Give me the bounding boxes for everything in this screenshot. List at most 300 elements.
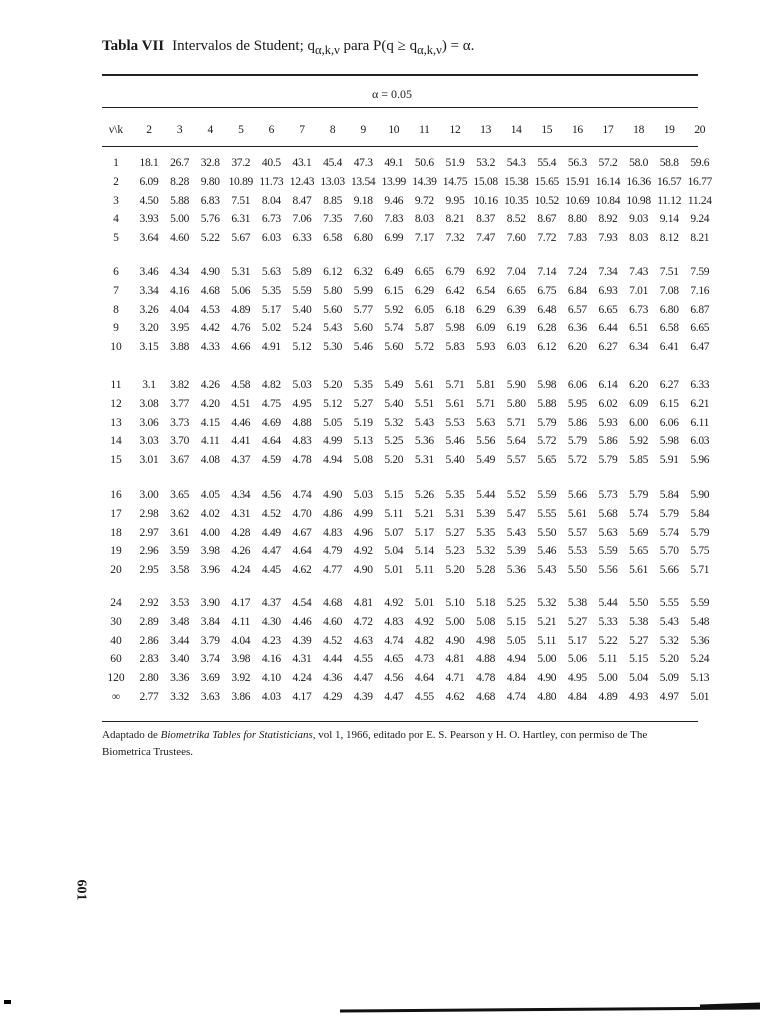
table-cell: 5.71 — [476, 397, 496, 410]
row-header-nu: 7 — [113, 284, 119, 297]
table-cell: 4.74 — [384, 634, 404, 647]
table-cell: 3.69 — [200, 672, 220, 685]
table-cell: 7.83 — [384, 213, 404, 226]
table-row — [102, 284, 710, 299]
table-cell: 4.03 — [261, 691, 281, 703]
table-cell: 5.84 — [690, 507, 710, 520]
table-cell: 5.22 — [200, 232, 220, 245]
table-cell: 9.95 — [445, 194, 465, 207]
table-cell: 6.73 — [261, 213, 281, 226]
table-cell: 10.69 — [565, 194, 590, 207]
table-cell: 5.43 — [414, 416, 434, 429]
table-row — [102, 526, 710, 541]
table-cell: 5.44 — [476, 489, 496, 501]
table-cell: 5.12 — [292, 341, 312, 354]
table-cell: 4.20 — [200, 397, 220, 410]
table-cell: 5.00 — [537, 653, 557, 666]
table-cell: 7.06 — [292, 213, 312, 226]
table-cell: 3.64 — [139, 232, 159, 245]
table-cell: 5.38 — [567, 597, 587, 609]
table-cell: 5.15 — [629, 653, 649, 666]
table-cell: 6.84 — [567, 284, 587, 297]
table-cell: 4.39 — [353, 691, 373, 703]
table-cell: 4.60 — [323, 615, 343, 628]
table-cell: 4.26 — [231, 545, 251, 558]
table-cell: 6.15 — [659, 397, 679, 410]
table-cell: 5.00 — [170, 213, 190, 226]
table-cell: 3.06 — [139, 416, 159, 429]
table-cell: 7.35 — [323, 213, 343, 226]
table-cell: 7.24 — [567, 266, 587, 278]
table-cell: 5.95 — [567, 397, 587, 410]
source-footnote — [102, 727, 698, 761]
table-cell: 7.32 — [445, 232, 465, 245]
table-cell: 4.62 — [445, 691, 465, 703]
table-cell: 3.20 — [139, 322, 159, 335]
table-cell: 47.3 — [353, 157, 373, 169]
table-cell: 5.24 — [292, 322, 312, 335]
row-header-nu: 1 — [113, 157, 119, 169]
table-cell: 6.47 — [690, 341, 710, 354]
table-cell: 5.81 — [476, 379, 496, 391]
table-cell: 3.03 — [139, 435, 159, 448]
table-cell: 7.72 — [537, 232, 557, 245]
table-cell: 4.94 — [506, 653, 526, 666]
table-cell: 50.6 — [414, 157, 434, 169]
table-cell: 5.20 — [384, 454, 404, 467]
table-cell: 5.20 — [659, 653, 679, 666]
table-cell: 4.62 — [292, 564, 312, 577]
table-cell: 5.79 — [690, 526, 710, 539]
table-cell: 8.03 — [629, 232, 649, 245]
table-cell: 3.46 — [139, 266, 159, 278]
table-cell: 3.95 — [170, 322, 190, 335]
table-cell: 5.79 — [659, 507, 679, 520]
table-cell: 4.55 — [414, 691, 434, 703]
table-cell: 4.98 — [476, 634, 496, 647]
table-cell: 4.73 — [414, 653, 434, 666]
table-cell: 5.49 — [384, 379, 404, 391]
table-cell: 6.36 — [567, 322, 587, 335]
table-cell: 5.93 — [598, 416, 618, 429]
table-cell: 5.05 — [506, 634, 526, 647]
table-cell: 4.89 — [231, 303, 251, 316]
table-cell: 6.27 — [598, 341, 618, 354]
table-cell: 5.00 — [598, 672, 618, 685]
table-cell: 9.72 — [414, 194, 434, 207]
column-header: 17 — [602, 124, 614, 136]
table-cell: 8.12 — [659, 232, 679, 245]
column-header: 2 — [146, 124, 152, 136]
row-header-nu: 11 — [110, 379, 122, 391]
table-cell: 4.82 — [261, 379, 281, 391]
table-cell: 6.33 — [292, 232, 312, 245]
table-cell: 5.55 — [659, 597, 679, 609]
table-cell: 6.51 — [629, 322, 649, 335]
table-cell: 4.76 — [231, 322, 251, 335]
table-cell: 5.46 — [353, 341, 373, 354]
table-cell: 5.40 — [445, 454, 465, 467]
table-cell: 5.88 — [170, 194, 190, 207]
table-cell: 6.05 — [414, 303, 434, 316]
footnote-pre: Adaptado de — [102, 729, 161, 741]
row-header-nu: 4 — [113, 213, 119, 226]
table-cell: 5.86 — [598, 435, 618, 448]
table-cell: 5.22 — [598, 634, 618, 647]
table-cell: 6.73 — [629, 303, 649, 316]
table-cell: 5.60 — [353, 322, 373, 335]
table-cell: 5.72 — [537, 435, 557, 448]
table-cell: 4.33 — [200, 341, 220, 354]
table-cell: 5.56 — [476, 435, 496, 448]
table-title — [102, 38, 474, 58]
table-cell: 13.54 — [350, 175, 376, 188]
table-cell: 4.46 — [231, 416, 251, 429]
footnote-book-title: Biometrika Tables for Statisticians — [160, 729, 313, 741]
table-cell: 6.57 — [567, 303, 587, 316]
table-cell: 5.79 — [537, 416, 557, 429]
table-cell: 4.16 — [170, 284, 190, 297]
table-cell: 16.36 — [626, 175, 651, 188]
table-cell: 4.08 — [200, 454, 220, 467]
table-cell: 5.12 — [323, 397, 343, 410]
table-row — [102, 175, 712, 190]
table-cell: 4.64 — [261, 435, 281, 448]
table-cell: 7.01 — [629, 284, 649, 297]
alpha-rule — [102, 107, 698, 108]
table-cell: 4.74 — [292, 489, 312, 501]
table-cell: 32.8 — [200, 157, 220, 169]
table-cell: 5.59 — [537, 489, 557, 501]
table-cell: 4.47 — [261, 545, 281, 558]
table-cell: 3.98 — [200, 545, 220, 558]
table-cell: 2.86 — [139, 634, 159, 647]
table-cell: 8.67 — [537, 213, 557, 226]
table-cell: 3.96 — [200, 564, 220, 577]
table-cell: 4.92 — [353, 545, 373, 558]
table-cell: 6.20 — [629, 379, 649, 391]
table-cell: 4.37 — [231, 454, 251, 467]
table-cell: 5.39 — [506, 545, 526, 558]
table-cell: 5.32 — [384, 416, 404, 429]
table-cell: 7.51 — [231, 194, 251, 207]
table-cell: 5.47 — [506, 507, 526, 520]
row-header-nu: 13 — [110, 416, 122, 429]
table-cell: 5.86 — [567, 416, 587, 429]
table-cell: 5.21 — [414, 507, 434, 520]
row-header-nu: 5 — [113, 232, 119, 245]
table-cell: 6.28 — [537, 322, 557, 335]
table-cell: 5.87 — [414, 322, 434, 335]
table-cell: 5.55 — [537, 507, 557, 520]
row-header-nu: 40 — [110, 634, 122, 647]
table-cell: 5.03 — [353, 489, 373, 501]
table-cell: 4.86 — [323, 507, 343, 520]
table-cell: 3.00 — [139, 489, 159, 501]
table-cell: 5.28 — [476, 564, 496, 577]
table-cell: 4.46 — [292, 615, 312, 628]
table-cell: 9.24 — [690, 213, 710, 226]
table-cell: 4.90 — [323, 489, 343, 501]
table-cell: 4.89 — [598, 691, 618, 703]
table-cell: 3.1 — [142, 379, 156, 391]
table-cell: 6.65 — [506, 284, 526, 297]
table-row — [102, 597, 710, 611]
table-cell: 4.93 — [629, 691, 649, 703]
column-header-row — [102, 124, 706, 138]
table-cell: 6.54 — [476, 284, 496, 297]
table-cell: 4.24 — [292, 672, 312, 685]
table-cell: 7.51 — [659, 266, 679, 278]
table-cell: 4.65 — [384, 653, 404, 666]
table-cell: 5.93 — [476, 341, 496, 354]
table-cell: 5.13 — [353, 435, 373, 448]
table-cell: 5.59 — [690, 597, 710, 609]
table-cell: 5.46 — [445, 435, 465, 448]
table-cell: 5.03 — [292, 379, 312, 391]
table-cell: 5.31 — [231, 266, 251, 278]
table-cell: 6.58 — [323, 232, 343, 245]
table-cell: 5.21 — [537, 615, 557, 628]
table-cell: 5.32 — [537, 597, 557, 609]
table-cell: 5.67 — [231, 232, 251, 245]
table-row — [102, 691, 710, 705]
table-cell: 9.14 — [659, 213, 679, 226]
table-cell: 3.63 — [200, 691, 220, 703]
table-cell: 5.60 — [323, 303, 343, 316]
table-cell: 4.29 — [323, 691, 343, 703]
table-cell: 5.11 — [415, 564, 434, 577]
table-cell: 4.56 — [384, 672, 404, 685]
table-cell: 5.57 — [567, 526, 587, 539]
column-header: 3 — [176, 124, 183, 136]
table-cell: 9.03 — [629, 213, 649, 226]
table-cell: 6.44 — [598, 322, 618, 335]
row-header-nu: 15 — [110, 454, 122, 467]
table-cell: 2.80 — [139, 672, 159, 685]
column-header: 10 — [388, 124, 400, 136]
table-cell: 4.95 — [567, 672, 587, 685]
table-cell: 9.18 — [353, 194, 373, 207]
table-cell: 5.23 — [445, 545, 465, 558]
table-cell: 8.21 — [445, 213, 465, 226]
table-cell: 5.71 — [690, 564, 710, 577]
table-cell: 5.71 — [506, 416, 526, 429]
table-cell: 5.20 — [323, 379, 343, 391]
table-cell: 4.04 — [231, 634, 251, 647]
table-cell: 5.98 — [659, 435, 679, 448]
table-cell: 4.83 — [323, 526, 343, 539]
table-cell: 6.34 — [629, 341, 649, 354]
table-cell: 5.74 — [629, 507, 649, 520]
table-cell: 5.79 — [629, 489, 649, 501]
table-cell: 7.17 — [414, 232, 434, 245]
table-cell: 5.43 — [659, 615, 679, 628]
table-cell: 4.23 — [261, 634, 281, 647]
table-cell: 5.72 — [414, 341, 434, 354]
row-header-nu: 60 — [110, 653, 122, 666]
table-cell: 3.79 — [200, 634, 220, 647]
table-cell: 9.46 — [384, 194, 404, 207]
table-cell: 13.03 — [320, 175, 345, 188]
table-cell: 4.92 — [384, 597, 404, 609]
table-cell: 6.18 — [445, 303, 465, 316]
table-cell: 4.72 — [353, 615, 373, 628]
table-cell: 6.32 — [353, 266, 373, 278]
table-row — [102, 672, 710, 686]
table-cell: 4.11 — [231, 615, 251, 628]
table-cell: 7.93 — [598, 232, 618, 245]
table-cell: 5.32 — [476, 545, 496, 558]
table-cell: 14.75 — [442, 175, 468, 188]
table-row — [102, 634, 710, 649]
table-cell: 40.5 — [261, 157, 281, 169]
column-header: 12 — [449, 124, 461, 136]
table-cell: 5.27 — [567, 615, 587, 628]
table-cell: 6.03 — [506, 341, 526, 354]
table-cell: 3.65 — [170, 489, 190, 501]
table-cell: 5.35 — [261, 284, 281, 297]
table-row — [102, 489, 710, 503]
row-header-nu: 120 — [107, 672, 125, 685]
scan-edge-artifact — [320, 1000, 760, 1014]
table-cell: 5.63 — [261, 266, 281, 278]
row-header-nu: 2 — [113, 175, 119, 188]
table-cell: 4.45 — [261, 564, 281, 577]
table-cell: 5.33 — [598, 615, 618, 628]
table-cell: 6.15 — [384, 284, 404, 297]
table-cell: 5.36 — [690, 634, 710, 647]
table-cell: 6.87 — [690, 303, 710, 316]
table-cell: 3.93 — [139, 213, 159, 226]
table-cell: 6.93 — [598, 284, 618, 297]
table-cell: 4.90 — [445, 634, 465, 647]
table-cell: 4.94 — [323, 454, 343, 467]
table-cell: 5.65 — [629, 545, 649, 558]
table-cell: 4.26 — [200, 379, 220, 391]
table-cell: 4.75 — [261, 397, 281, 410]
table-cell: 15.91 — [565, 175, 590, 188]
table-cell: 5.56 — [598, 564, 618, 577]
table-cell: 7.47 — [476, 232, 496, 245]
table-cell: 4.81 — [353, 597, 373, 609]
table-cell: 3.73 — [170, 416, 190, 429]
table-cell: 6.29 — [414, 284, 434, 297]
table-cell: 5.74 — [659, 526, 679, 539]
table-cell: 7.60 — [506, 232, 526, 245]
table-cell: 6.12 — [537, 341, 557, 354]
table-cell: 8.21 — [690, 232, 710, 245]
table-cell: 5.90 — [506, 379, 526, 391]
table-cell: 15.38 — [503, 175, 529, 188]
table-cell: 3.98 — [231, 653, 251, 666]
table-cell: 3.67 — [170, 454, 190, 467]
table-cell: 11.24 — [687, 194, 712, 207]
table-cell: 5.06 — [231, 284, 251, 297]
table-cell: 4.82 — [414, 634, 434, 647]
column-header: 11 — [419, 124, 430, 136]
table-row — [102, 507, 710, 522]
table-cell: 7.43 — [629, 266, 649, 278]
table-cell: 15.08 — [473, 175, 498, 188]
table-cell: 5.35 — [476, 526, 496, 539]
table-cell: 4.96 — [353, 526, 373, 539]
table-cell: 16.77 — [687, 175, 712, 188]
table-cell: 45.4 — [323, 157, 343, 169]
table-cell: 5.77 — [353, 303, 373, 316]
table-cell: 5.01 — [384, 564, 404, 577]
table-row — [102, 341, 710, 355]
table-cell: 4.99 — [353, 507, 373, 520]
table-cell: 6.42 — [445, 284, 465, 297]
row-header-nu: 19 — [110, 545, 122, 558]
table-cell: 4.05 — [200, 489, 220, 501]
table-cell: 5.18 — [476, 597, 496, 609]
table-cell: 5.63 — [476, 416, 496, 429]
table-cell: 6.49 — [384, 266, 404, 278]
table-cell: 6.20 — [567, 341, 587, 354]
row-header-nu: 16 — [110, 489, 122, 501]
table-cell: 57.2 — [598, 157, 618, 169]
table-cell: 3.84 — [200, 615, 220, 628]
table-cell: 6.41 — [659, 341, 679, 354]
table-cell: 8.80 — [567, 213, 587, 226]
table-cell: 5.17 — [414, 526, 434, 539]
table-cell: 6.33 — [690, 379, 710, 391]
table-cell: 26.7 — [170, 157, 190, 169]
table-cell: 15.65 — [534, 175, 559, 188]
table-cell: 5.20 — [445, 564, 465, 577]
row-header-nu: 9 — [113, 322, 119, 335]
table-cell: 8.47 — [292, 194, 312, 207]
table-cell: 3.53 — [170, 597, 190, 609]
table-row — [102, 232, 710, 246]
table-cell: 7.14 — [537, 266, 557, 278]
title-subscript-1: α,k,ν — [315, 43, 340, 57]
column-header: 20 — [694, 124, 706, 136]
table-cell: 6.31 — [231, 213, 251, 226]
table-cell: 4.58 — [231, 379, 251, 391]
table-cell: 5.38 — [629, 615, 649, 628]
table-cell: 5.27 — [445, 526, 465, 539]
table-cell: 5.92 — [629, 435, 649, 448]
table-cell: 5.52 — [506, 489, 526, 501]
table-cell: 4.59 — [261, 454, 281, 467]
title-subscript-2: α,k,ν — [417, 43, 442, 57]
table-cell: 5.31 — [414, 454, 434, 467]
table-cell: 4.41 — [231, 435, 251, 448]
table-cell: 5.24 — [690, 653, 710, 666]
table-cell: 6.00 — [629, 416, 649, 429]
table-cell: 5.70 — [659, 545, 679, 558]
table-cell: 8.92 — [598, 213, 618, 226]
table-cell: 4.74 — [506, 691, 526, 703]
table-row — [102, 545, 710, 559]
table-cell: 5.61 — [445, 397, 465, 410]
table-cell: 6.09 — [629, 397, 649, 410]
table-cell: 4.17 — [231, 597, 251, 609]
table-cell: 5.80 — [323, 284, 343, 297]
column-header: 13 — [480, 124, 492, 136]
table-row — [102, 213, 710, 227]
footnote-post: , vol 1, 1966, editado por E. S. Pearson y H. O. Hartley, con permiso de The Biometrica Trustees. — [102, 729, 648, 758]
table-cell: 4.00 — [200, 526, 220, 539]
table-cell: 3.34 — [139, 284, 159, 297]
table-cell: 37.2 — [231, 157, 251, 169]
table-cell: 5.04 — [384, 545, 404, 558]
table-cell: 6.79 — [445, 266, 465, 278]
table-cell: 5.25 — [384, 435, 404, 448]
